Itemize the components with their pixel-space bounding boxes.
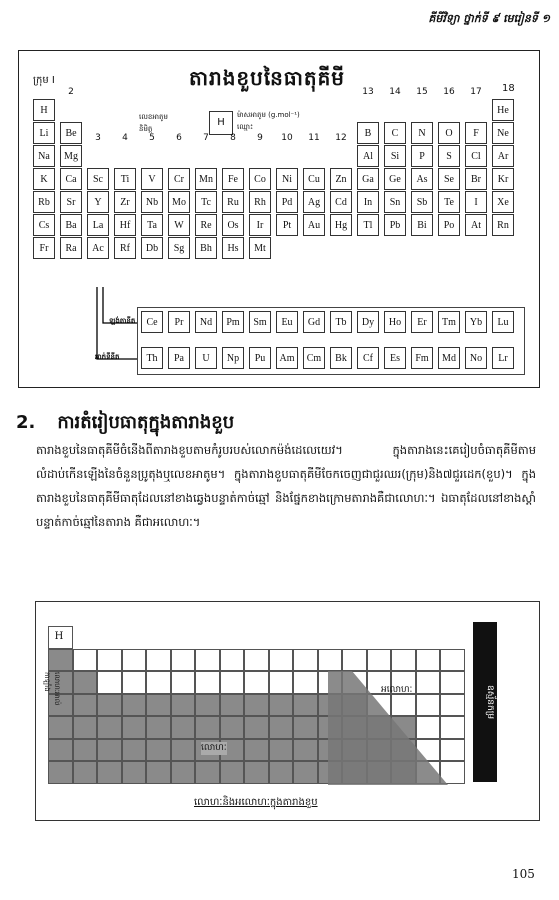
f-block-cell: Lr xyxy=(492,347,514,369)
element-cell: Ge xyxy=(384,168,406,190)
figure-title: តារាងខួបនៃធាតុគីមី xyxy=(189,66,345,90)
element-cell: W xyxy=(168,214,190,236)
section-heading xyxy=(16,410,234,437)
alkali-label: លោហៈអាល់កាឡាំង xyxy=(43,672,61,706)
element-cell: Zr xyxy=(114,191,136,213)
running-header: គីមីវិទ្យា ថ្នាក់ទី ៩ មេរៀនទី ១ xyxy=(428,12,550,25)
element-cell: Mn xyxy=(195,168,217,190)
element-cell: Tl xyxy=(357,214,379,236)
element-cell: Po xyxy=(438,214,460,236)
element-cell: Ca xyxy=(60,168,82,190)
f-block-cell: Eu xyxy=(276,311,298,333)
group-number: 14 xyxy=(389,87,401,97)
element-cell: Sn xyxy=(384,191,406,213)
element-cell: Cu xyxy=(303,168,325,190)
f-block-cell: Np xyxy=(222,347,244,369)
group-number: 10 xyxy=(281,133,293,143)
element-cell: Si xyxy=(384,145,406,167)
element-cell: I xyxy=(465,191,487,213)
figure-caption: លោហៈនិងអលោហៈក្នុងតារាងខួប xyxy=(194,797,318,808)
element-cell: Hs xyxy=(222,237,244,259)
f-block-cell: Cm xyxy=(303,347,325,369)
element-cell: Cl xyxy=(465,145,487,167)
element-cell: In xyxy=(357,191,379,213)
f-block-cell: Nd xyxy=(195,311,217,333)
section-number: 2. xyxy=(16,412,36,433)
f-block-cell: Dy xyxy=(357,311,379,333)
element-cell: S xyxy=(438,145,460,167)
element-cell: O xyxy=(438,122,460,144)
element-cell: Mo xyxy=(168,191,190,213)
element-cell: Db xyxy=(141,237,163,259)
group-number: 15 xyxy=(416,87,428,97)
element-cell: H xyxy=(33,99,55,121)
element-cell: Bh xyxy=(195,237,217,259)
element-cell: Os xyxy=(222,214,244,236)
element-cell: Ta xyxy=(141,214,163,236)
element-cell: Sr xyxy=(60,191,82,213)
nonmetal-label: អលោហៈ xyxy=(381,685,413,695)
element-cell: Rb xyxy=(33,191,55,213)
f-block-cell: Lu xyxy=(492,311,514,333)
f-block-cell: Es xyxy=(384,347,406,369)
element-cell: V xyxy=(141,168,163,190)
group-number: 12 xyxy=(335,133,347,143)
legend-name: ឈ្មោះ xyxy=(237,123,254,131)
element-cell: P xyxy=(411,145,433,167)
f-block-cell: Th xyxy=(141,347,163,369)
element-cell: As xyxy=(411,168,433,190)
element-cell: Tc xyxy=(195,191,217,213)
group-number: 5 xyxy=(149,133,155,143)
element-cell: Pd xyxy=(276,191,298,213)
group-1-label: ក្រុម I xyxy=(33,75,55,86)
element-cell: Ru xyxy=(222,191,244,213)
noble-gas-column: ឧស្ម័នកម្រ xyxy=(473,622,497,782)
element-cell: Na xyxy=(33,145,55,167)
f-block-cell: Md xyxy=(438,347,460,369)
f-block-cell: Fm xyxy=(411,347,433,369)
f-block-cell: Er xyxy=(411,311,433,333)
f-block-cell: No xyxy=(465,347,487,369)
element-cell: Mg xyxy=(60,145,82,167)
legend-box: H xyxy=(209,111,233,135)
element-cell: Mt xyxy=(249,237,271,259)
element-cell: Ga xyxy=(357,168,379,190)
legend-mass: ម៉ាសអាតូម (g.mol⁻¹) xyxy=(237,111,300,119)
element-cell: Ag xyxy=(303,191,325,213)
f-block-cell: Cf xyxy=(357,347,379,369)
f-block-cell: Ce xyxy=(141,311,163,333)
element-cell: Pt xyxy=(276,214,298,236)
page-number: 105 xyxy=(512,867,535,881)
element-cell: Au xyxy=(303,214,325,236)
h-cell: H xyxy=(54,631,64,642)
element-cell: Ac xyxy=(87,237,109,259)
lanthanides-label: ឡង់តានីត xyxy=(109,317,136,325)
element-cell: Re xyxy=(195,214,217,236)
f-block-cell: Pm xyxy=(222,311,244,333)
group-number: 11 xyxy=(308,133,320,143)
element-cell: Hg xyxy=(330,214,352,236)
metal-nonmetal-figure xyxy=(35,601,540,821)
section-title: ការតំរៀបធាតុក្នុងតារាងខួប xyxy=(57,412,235,433)
element-cell: Ir xyxy=(249,214,271,236)
f-block-cell: Tm xyxy=(438,311,460,333)
f-block-cell: Sm xyxy=(249,311,271,333)
group-number: 8 xyxy=(230,133,236,143)
metal-label: លោហៈ xyxy=(201,743,227,753)
element-cell: Br xyxy=(465,168,487,190)
element-cell: B xyxy=(357,122,379,144)
f-block-cell: Pr xyxy=(168,311,190,333)
element-cell: Rh xyxy=(249,191,271,213)
element-cell: F xyxy=(465,122,487,144)
f-block-cell: Yb xyxy=(465,311,487,333)
f-block-cell: Ho xyxy=(384,311,406,333)
element-cell: Xe xyxy=(492,191,514,213)
element-cell: Cr xyxy=(168,168,190,190)
element-cell: Sg xyxy=(168,237,190,259)
group-number: 2 xyxy=(68,87,74,97)
f-block-cell: U xyxy=(195,347,217,369)
element-cell: Fr xyxy=(33,237,55,259)
element-cell: Ra xyxy=(60,237,82,259)
element-cell: Rn xyxy=(492,214,514,236)
element-cell: Se xyxy=(438,168,460,190)
f-block-cell: Am xyxy=(276,347,298,369)
element-cell: Cd xyxy=(330,191,352,213)
actinides-label: អាក់ទីនីត xyxy=(95,353,120,361)
element-cell: Ni xyxy=(276,168,298,190)
element-cell: Kr xyxy=(492,168,514,190)
element-cell: Ne xyxy=(492,122,514,144)
group-number: 7 xyxy=(203,133,209,143)
element-cell: Hf xyxy=(114,214,136,236)
group-number: 4 xyxy=(122,133,128,143)
f-block-cell: Pu xyxy=(249,347,271,369)
series-arrows xyxy=(19,51,541,389)
group-number: 13 xyxy=(362,87,374,97)
element-cell: Fe xyxy=(222,168,244,190)
element-cell: Sc xyxy=(87,168,109,190)
element-cell: Zn xyxy=(330,168,352,190)
group-number: 17 xyxy=(470,87,482,97)
element-cell: N xyxy=(411,122,433,144)
group-number: 6 xyxy=(176,133,182,143)
element-cell: Te xyxy=(438,191,460,213)
element-cell: Co xyxy=(249,168,271,190)
periodic-table-figure xyxy=(18,50,540,388)
group-number: 16 xyxy=(443,87,455,97)
element-cell: K xyxy=(33,168,55,190)
f-block-cell: Tb xyxy=(330,311,352,333)
group-number: 3 xyxy=(95,133,101,143)
element-cell: Sb xyxy=(411,191,433,213)
element-cell: Y xyxy=(87,191,109,213)
element-cell: Ti xyxy=(114,168,136,190)
element-cell: Ar xyxy=(492,145,514,167)
element-cell: Be xyxy=(60,122,82,144)
legend-symbol: និមិត្ត xyxy=(139,125,153,133)
group-number: 9 xyxy=(257,133,263,143)
element-cell: Rf xyxy=(114,237,136,259)
element-cell: He xyxy=(492,99,514,121)
element-cell: Bi xyxy=(411,214,433,236)
element-cell: Al xyxy=(357,145,379,167)
element-cell: At xyxy=(465,214,487,236)
element-cell: Nb xyxy=(141,191,163,213)
element-cell: C xyxy=(384,122,406,144)
element-cell: La xyxy=(87,214,109,236)
metal-boundary-shape xyxy=(36,602,541,822)
legend-atomic-number: លេខអាតូម xyxy=(139,113,168,121)
element-cell: Cs xyxy=(33,214,55,236)
element-cell: Ba xyxy=(60,214,82,236)
f-block-cell: Bk xyxy=(330,347,352,369)
group-18-label: 18 xyxy=(502,83,515,94)
body-paragraph: តារាងខួបនៃធាតុគីមីចំនើងពីតារាងខួបតាមកំរូបរបស់លោកម៉ង់ដេលេយេវ។ ក្នុងតារាងនេះគេរៀបចំធាតុគីមីតាមលំដាប់កើនឡើងនៃចំនួនប្រូតុងឬលេខអាតូម។ ក្នុងតារាងខួបធាតុគីមីចែកចេញជាជួរឈរ(ក្រុម)និង៧ជួរដេក(ខួប)។ ក្នុងតារាងខួបនៃធាតុគីមីធាតុដែលនៅខាងឆ្វេងបន្ទាត់កាច់ឆ្មៅ និងផ្នែកខាងក្រោមតារាងគឺជាលោហៈ។ ឯធាតុដែលនៅខាងស្តាំបន្ទាត់កាច់ឆ្មៅនៃតារាង គឺជាអលោហៈ។ xyxy=(36,443,536,529)
f-block-cell: Gd xyxy=(303,311,325,333)
element-cell: Pb xyxy=(384,214,406,236)
element-cell: Li xyxy=(33,122,55,144)
f-block-cell: Pa xyxy=(168,347,190,369)
